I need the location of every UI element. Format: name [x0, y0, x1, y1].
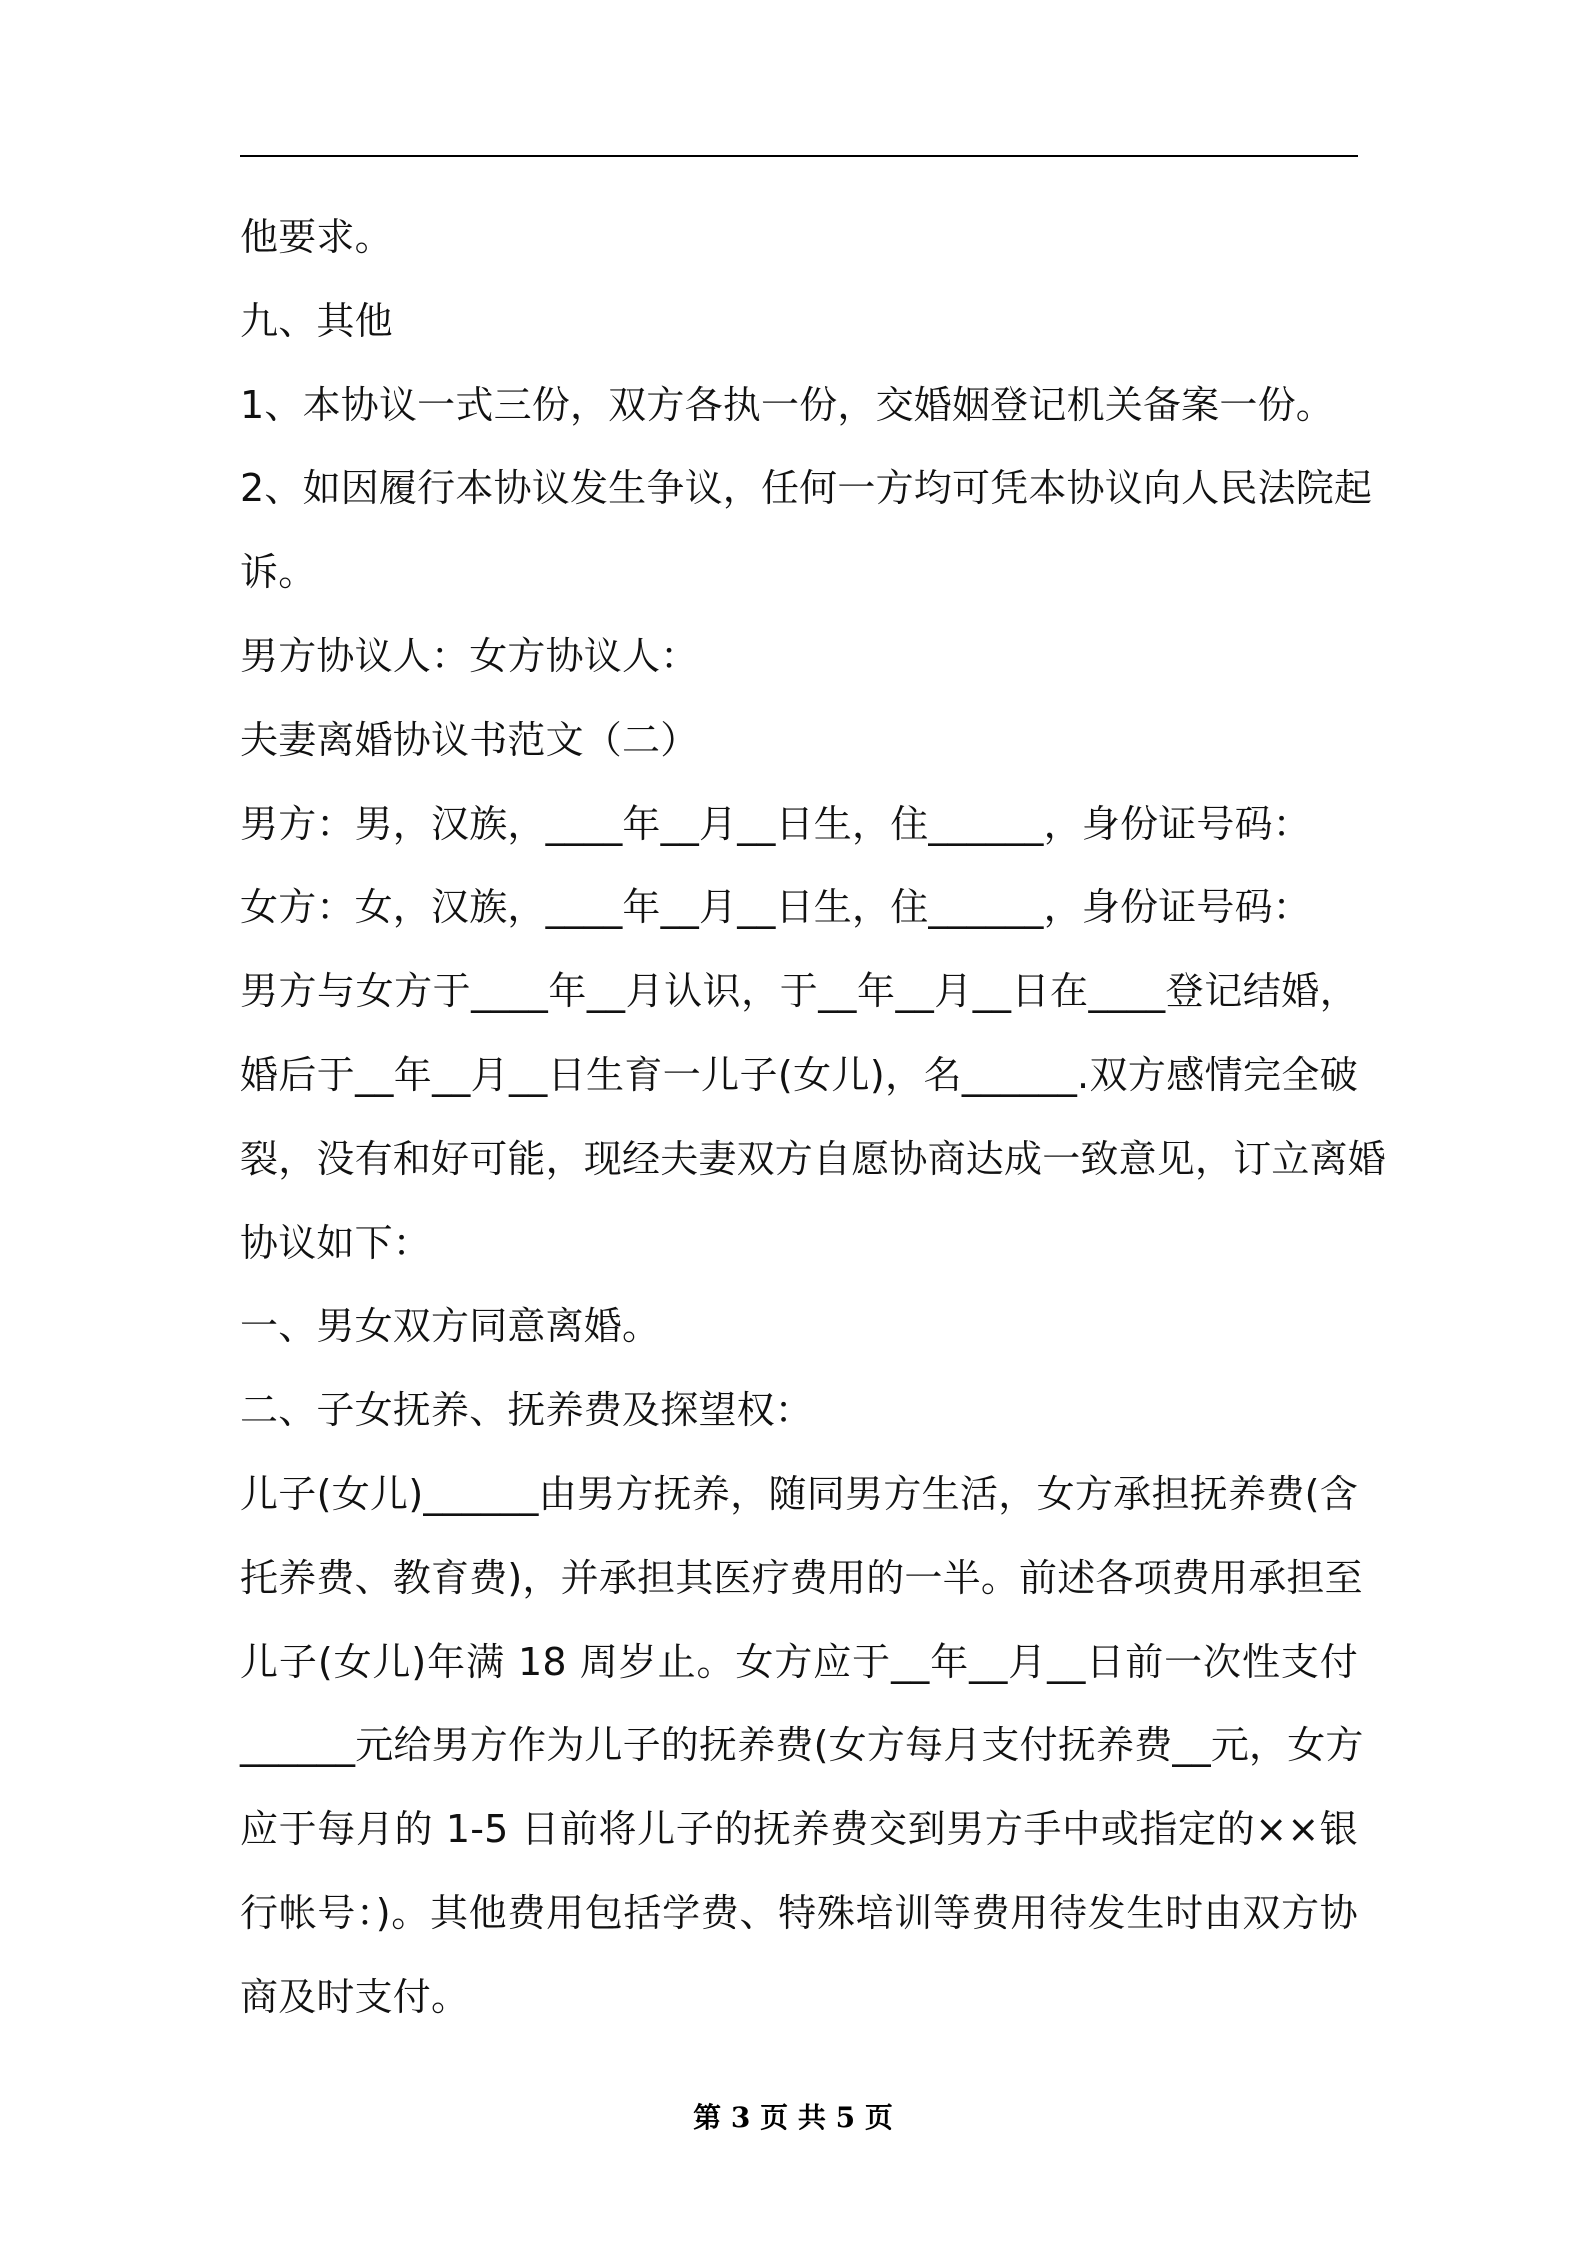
paragraph-line: 男方与女方于____年__月认识，于__年__月__日在____登记结婚， — [240, 969, 1358, 1014]
document-title: 夫妻离婚协议书范文（二） — [240, 717, 699, 762]
paragraph-line: 协议如下： — [240, 1220, 432, 1265]
paragraph-line: 诉。 — [240, 550, 317, 595]
paragraph-line: 托养费、教育费)，并承担其医疗费用的一半。前述各项费用承担至 — [240, 1555, 1363, 1600]
paragraph-line: 男方：男，汉族，____年__月__日生，住______，身份证号码： — [240, 801, 1312, 846]
paragraph-line: 裂，没有和好可能，现经夫妻双方自愿协商达成一致意见，订立离婚 — [240, 1136, 1387, 1181]
document-body — [240, 196, 1387, 2040]
paragraph-line: 行帐号：)。其他费用包括学费、特殊培训等费用待发生时由双方协 — [240, 1890, 1358, 1935]
paragraph-line: 2、如因履行本协议发生争议，任何一方均可凭本协议向人民法院起 — [240, 466, 1373, 511]
paragraph-line: 商及时支付。 — [240, 1974, 470, 2019]
header-rule — [240, 155, 1358, 157]
paragraph-line: 婚后于__年__月__日生育一儿子(女儿)，名______.双方感情完全破 — [240, 1052, 1358, 1097]
section-heading: 九、其他 — [240, 298, 393, 343]
paragraph-line: ______元给男方作为儿子的抚养费(女方每月支付抚养费__元，女方 — [240, 1723, 1364, 1768]
paragraph-line: 1、本协议一式三份，双方各执一份，交婚姻登记机关备案一份。 — [240, 382, 1334, 427]
paragraph-line: 女方：女，汉族，____年__月__日生，住______，身份证号码： — [240, 885, 1312, 930]
paragraph-line: 儿子(女儿)______由男方抚养，随同男方生活，女方承担抚养费(含 — [240, 1471, 1358, 1516]
page-number: 第 3 页 共 5 页 — [693, 2101, 893, 2134]
section-heading: 二、子女抚养、抚养费及探望权： — [240, 1388, 814, 1433]
paragraph-line: 他要求。 — [240, 215, 393, 259]
section-heading: 一、男女双方同意离婚。 — [240, 1304, 661, 1349]
paragraph-line: 应于每月的 1-5 日前将儿子的抚养费交到男方手中或指定的××银 — [240, 1807, 1358, 1852]
paragraph-line: 儿子(女儿)年满 18 周岁止。女方应于__年__月__日前一次性支付 — [240, 1639, 1358, 1684]
signature-line: 男方协议人：女方协议人： — [240, 633, 699, 678]
